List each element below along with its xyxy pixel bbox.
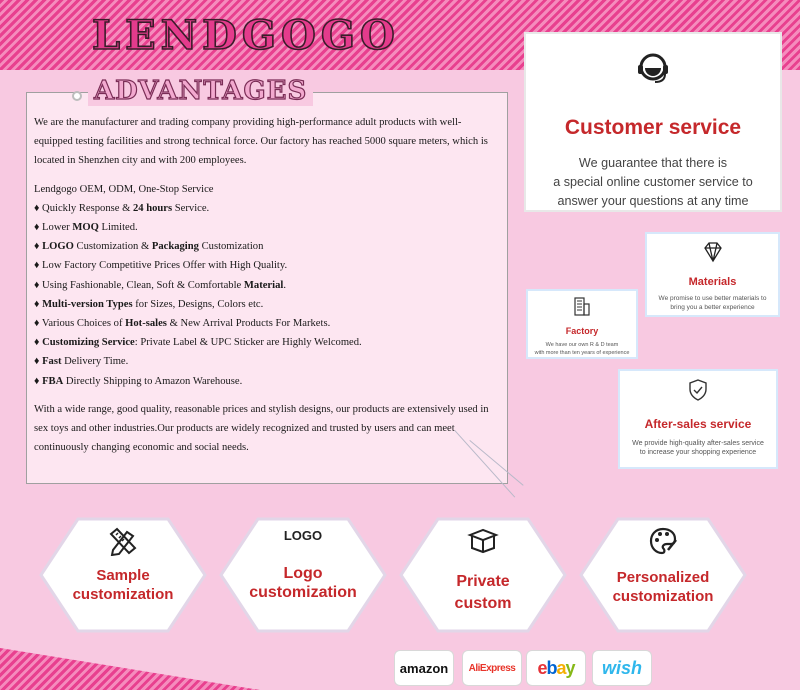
materials-card <box>645 232 780 317</box>
service-line: Lendgogo OEM, ODM, One-Stop Service <box>34 183 214 195</box>
diamond-icon <box>647 240 778 264</box>
closing-paragraph: With a wide range, good quality, reasonable prices and stylish designs, our products are extensively used in sex toys and other industries.Our products are widely recognized and trusted by users and can meet continuously changing economic and social needs. <box>34 403 489 454</box>
hex-label-line: customization <box>72 586 174 603</box>
marketplace-label: amazon <box>399 660 449 676</box>
hex-label-line: Private <box>456 573 510 590</box>
advantages-title: ADVANTAGES <box>88 76 313 106</box>
advantage-bullet: ♦ Using Fashionable, Clean, Soft & Comfortable Material. <box>34 279 286 291</box>
customer-service-desc <box>526 154 780 211</box>
hex-label-line: Personalized <box>616 569 710 586</box>
logo-text-icon: LOGO <box>283 528 323 543</box>
after-sales-title: After-sales service <box>644 417 752 431</box>
hex-label-line: Logo <box>283 565 323 582</box>
footer-stripe-band <box>0 648 260 690</box>
hex-label <box>578 568 748 606</box>
marketplace-label: ebay <box>537 657 575 678</box>
hex-personalized-customization <box>578 516 748 634</box>
ebay-logo[interactable] <box>526 650 586 686</box>
desc-line: bring you a better experience <box>670 304 755 311</box>
advantage-bullet: ♦ Quickly Response & 24 hours Service. <box>34 202 210 214</box>
desc-line: We guarantee that there is <box>578 156 728 170</box>
factory-card <box>526 289 638 359</box>
desc-line: We provide high-quality after-sales service <box>632 440 764 447</box>
advantages-text <box>34 113 498 466</box>
shield-icon <box>620 378 776 402</box>
advantage-bullet: ♦ LOGO Customization & Packaging Customization <box>34 241 264 253</box>
building-icon <box>528 295 636 317</box>
desc-line: We promise to use better materials to <box>658 295 767 302</box>
advantage-bullet-list <box>34 199 498 391</box>
desc-line: with more than ten years of experience <box>534 350 630 356</box>
hex-label <box>398 571 568 615</box>
advantage-bullet: ♦ Low Factory Competitive Prices Offer with High Quality. <box>34 260 288 272</box>
wish-logo[interactable] <box>592 650 652 686</box>
amazon-logo[interactable] <box>394 650 454 686</box>
advantage-bullet: ♦ Fast Delivery Time. <box>34 356 129 368</box>
aliexpress-logo[interactable] <box>462 650 522 686</box>
advantage-bullet: ♦ Lower MOQ Limited. <box>34 222 138 234</box>
hex-label-line: Sample <box>96 567 150 584</box>
desc-line: answer your questions at any time <box>557 194 749 208</box>
factory-desc <box>528 341 636 357</box>
marketplace-label: AliExpress <box>468 662 516 674</box>
desc-line: We have our own R & D team <box>545 342 619 348</box>
factory-title: Factory <box>565 326 599 336</box>
marketplace-label: wish <box>601 657 642 678</box>
advantage-bullet: ♦ Various Choices of Hot-sales & New Arrival Products For Markets. <box>34 318 331 330</box>
hex-label <box>218 564 388 602</box>
materials-title: Materials <box>688 276 737 288</box>
hex-sample-customization <box>38 516 208 634</box>
advantage-bullet: ♦ Customizing Service: Private Label & UPC Sticker are Highly Welcomed. <box>34 337 362 349</box>
customer-service-title: Customer service <box>564 116 742 139</box>
hex-logo-customization <box>218 516 388 634</box>
intro-paragraph: We are the manufacturer and trading company providing high-performance adult products with well-equipped testing facilities and strong technical force. Our factory has reached 5000 square meters, which is located in Shenzhen city and with 200 employees. <box>34 117 488 167</box>
brand-logo-text: LENDGOGO <box>92 12 400 59</box>
after-sales-card <box>618 369 778 469</box>
hex-label <box>38 566 208 604</box>
desc-line: a special online customer service to <box>553 175 753 189</box>
hex-label-line: customization <box>249 584 357 601</box>
decorative-dot <box>72 91 82 101</box>
advantage-bullet: ♦ Multi-version Types for Sizes, Designs, Colors etc. <box>34 298 264 310</box>
hex-private-custom <box>398 516 568 634</box>
after-sales-desc <box>620 439 776 457</box>
pencil-ruler-icon <box>38 526 208 556</box>
customer-service-card <box>524 32 782 212</box>
palette-icon <box>578 526 748 556</box>
materials-desc <box>647 294 778 312</box>
advantage-bullet: ♦ FBA Directly Shipping to Amazon Warehouse. <box>34 375 243 387</box>
hex-label-line: customization <box>612 588 714 605</box>
headset-icon <box>526 48 780 88</box>
desc-line: to increase your shopping experience <box>639 449 757 456</box>
box-icon <box>398 526 568 554</box>
hex-label-line: custom <box>454 595 512 612</box>
